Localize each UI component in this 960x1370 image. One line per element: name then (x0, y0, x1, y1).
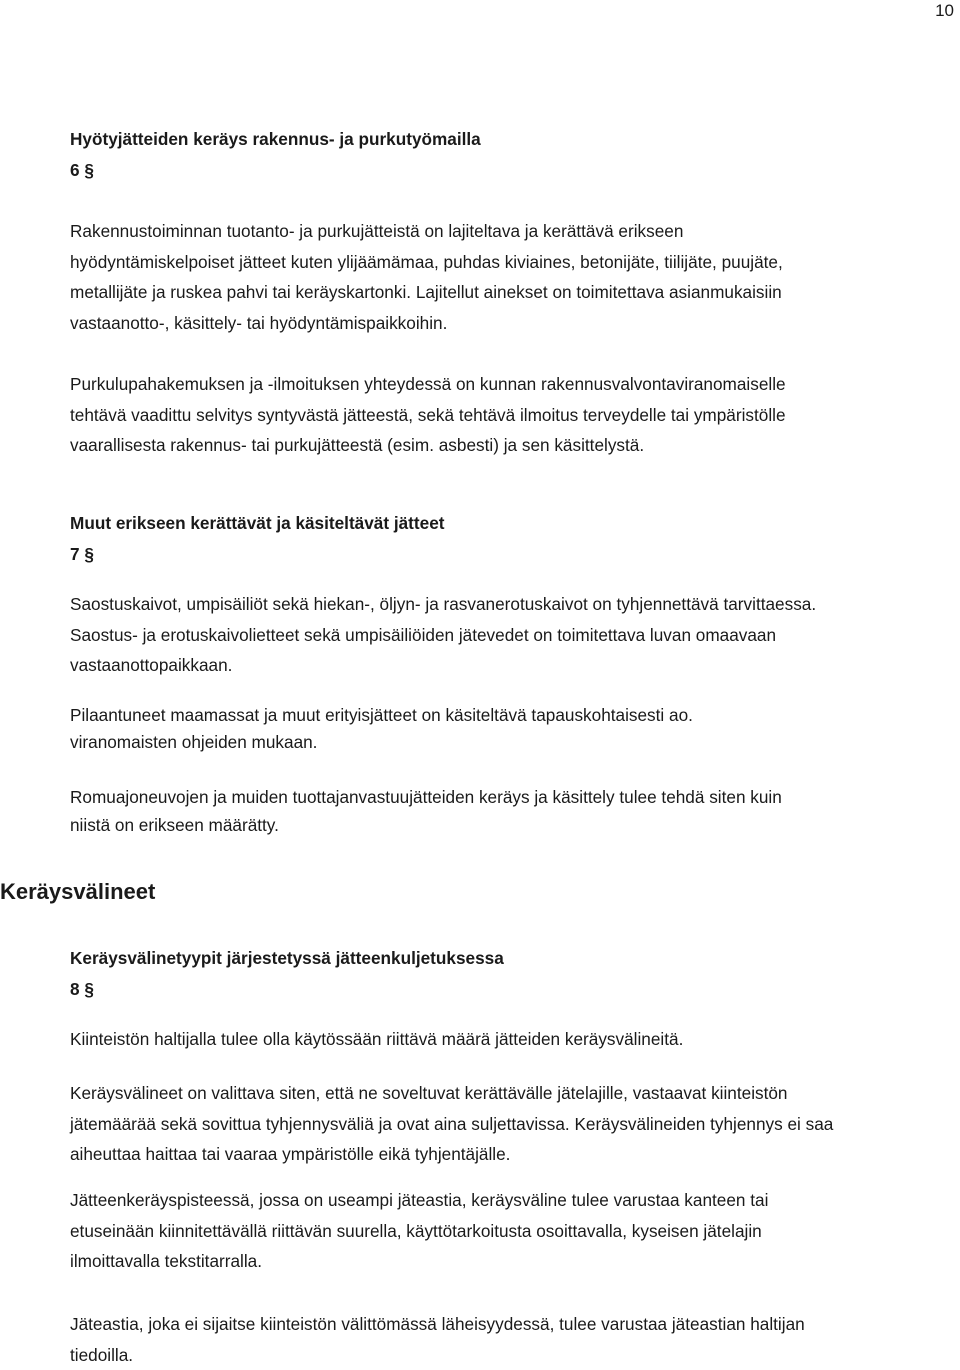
section-heading: Hyötyjätteiden keräys rakennus- ja purkutyömailla (70, 124, 955, 155)
text-line: ilmoittavalla tekstitarralla. (70, 1246, 955, 1277)
chapter-heading: Keräysvälineet (0, 877, 155, 907)
section-heading: Keräysvälinetyypit järjestetyssä jätteenkuljetuksessa (70, 943, 955, 974)
text-line: etuseinään kiinnitettävällä riittävän suurella, käyttötarkoitusta osoittavalla, kyseisen jätelajin (70, 1216, 955, 1247)
text-line: aiheuttaa haittaa tai vaaraa ympäristölle eikä tyhjentäjälle. (70, 1139, 955, 1170)
paragraph-pilaantuneet (70, 702, 955, 756)
text-line: vastaanottopaikkaan. (70, 650, 955, 681)
section-keraysvalinetyypit (70, 943, 955, 1004)
section-heading: Muut erikseen kerättävät ja käsiteltävät jätteet (70, 508, 955, 539)
text-line: jätemäärää sekä sovittua tyhjennysväliä ja ovat aina suljettavissa. Keräysvälineiden tyhjennys ei saa (70, 1109, 955, 1140)
text-line: Saostus- ja erotuskaivolietteet sekä umpisäiliöiden jätevedet on toimitettava luvan omaavaan (70, 620, 955, 651)
paragraph-valinta (70, 1078, 955, 1170)
section-muut-jatteet (70, 508, 955, 569)
text-line: Purkulupahakemuksen ja -ilmoituksen yhteydessä on kunnan rakennusvalvontaviranomaiselle (70, 369, 955, 400)
paragraph-purkulupa (70, 369, 955, 461)
paragraph-number: 8 § (70, 974, 955, 1005)
paragraph-number: 6 § (70, 155, 955, 186)
text-line: Jätteenkeräyspisteessä, jossa on useampi jäteastia, keräysväline tulee varustaa kanteen tai (70, 1185, 955, 1216)
text-line: viranomaisten ohjeiden mukaan. (70, 729, 955, 756)
page-number: 10 (935, 0, 954, 22)
text-line: metallijäte ja ruskea pahvi tai keräyskartonki. Lajitellut ainekset on toimitettava asianmukaisiin (70, 277, 955, 308)
paragraph-romuajoneuvot (70, 783, 955, 839)
text-line: Keräysvälineet on valittava siten, että ne soveltuvat kerättävälle jätelajille, vastaavat kiinteistön (70, 1078, 955, 1109)
section-hyotyjatteet (70, 124, 955, 185)
paragraph-rakennusjatteet (70, 216, 955, 338)
text-line: Saostuskaivot, umpisäiliöt sekä hiekan-, öljyn- ja rasvanerotuskaivot on tyhjennettävä tarvittaessa. (70, 589, 955, 620)
paragraph-saostuskaivot (70, 589, 955, 681)
text-line: Jäteastia, joka ei sijaitse kiinteistön välittömässä läheisyydessä, tulee varustaa jäteastian haltijan (70, 1309, 955, 1340)
paragraph-haltijan-tiedot (70, 1309, 955, 1370)
text-line: Kiinteistön haltijalla tulee olla käytössään riittävä määrä jätteiden keräysvälineitä. (70, 1024, 955, 1055)
text-line: tehtävä vaadittu selvitys syntyvästä jätteestä, sekä tehtävä ilmoitus terveydelle tai ympäristölle (70, 400, 955, 431)
paragraph-number: 7 § (70, 539, 955, 570)
text-line: Rakennustoiminnan tuotanto- ja purkujätteistä on lajiteltava ja kerättävä erikseen (70, 216, 955, 247)
text-line: Romuajoneuvojen ja muiden tuottajanvastuujätteiden keräys ja käsittely tulee tehdä siten kuin (70, 783, 955, 811)
text-line: niistä on erikseen määrätty. (70, 811, 955, 839)
text-line: vastaanotto-, käsittely- tai hyödyntämispaikkoihin. (70, 308, 955, 339)
text-line: hyödyntämiskelpoiset jätteet kuten ylijäämämaa, puhdas kiviaines, betonijäte, tiilijäte, puujäte, (70, 247, 955, 278)
text-line: tiedoilla. (70, 1340, 955, 1370)
text-line: vaarallisesta rakennus- tai purkujätteestä (esim. asbesti) ja sen käsittelystä. (70, 430, 955, 461)
paragraph-riittava-maara (70, 1024, 955, 1055)
paragraph-tekstitarra (70, 1185, 955, 1277)
text-line: Pilaantuneet maamassat ja muut erityisjätteet on käsiteltävä tapauskohtaisesti ao. (70, 702, 955, 729)
